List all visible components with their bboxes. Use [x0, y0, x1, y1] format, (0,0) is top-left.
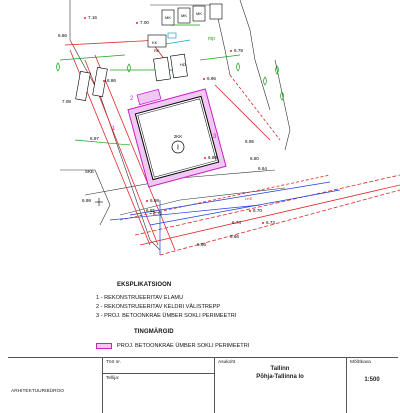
elevation-14: 6.64 — [258, 166, 267, 171]
elevation-2: 7.00 — [140, 20, 149, 25]
elevation-8: 6.97 — [90, 136, 99, 141]
symbols-title: TINGMÄRGID — [134, 329, 174, 335]
legend-item-2: 2 - REKONSTRUEERITAV KELDRI VÄLISTREPP — [96, 304, 221, 310]
callout-1: 1 — [112, 126, 116, 132]
elevation-10: 6.95 — [245, 139, 254, 144]
scale-value: 1:500 — [364, 377, 380, 383]
elevation-13: 6.80 — [250, 156, 259, 161]
elevation-9: 6.90 — [208, 155, 217, 160]
client-label: Tellija: — [106, 376, 120, 381]
work-info-column — [102, 358, 103, 413]
work-no-label: Töö nr. — [106, 360, 121, 365]
building-number: I — [177, 144, 179, 152]
elevation-11: 6.99 — [82, 198, 91, 203]
kk-label: KK — [152, 40, 158, 45]
scale-label: Mõõtkava — [350, 360, 371, 365]
elevation-16: 6.65 — [146, 208, 155, 213]
elevation-4: 6.79 — [234, 48, 243, 53]
district-name: Põhja-Tallinna lo — [256, 374, 304, 380]
elevation-6: 6.96 — [207, 76, 216, 81]
elevation-20: 6.73 — [266, 220, 275, 225]
elevation-15: 6.74 — [153, 211, 162, 216]
mk-label-2: MK — [181, 13, 187, 18]
rk-label: RK — [154, 48, 160, 53]
scale-column — [346, 358, 347, 413]
elevation-3: 6.86 — [58, 33, 67, 38]
title-block — [8, 357, 398, 413]
hd-label: HD — [180, 62, 186, 67]
city-name: Tallinn — [270, 366, 290, 372]
mk-label-3: MK — [196, 11, 202, 16]
elevation-21: 6.66 — [230, 234, 239, 239]
building-label: 2KK — [173, 134, 183, 139]
elevation-17: 6.66 — [197, 242, 206, 247]
work-divider — [102, 373, 214, 374]
concrete-swatch — [96, 343, 112, 349]
small-structures — [76, 4, 222, 101]
location-label: Asukoht — [218, 360, 236, 365]
crosshair-marker — [95, 198, 103, 206]
elevation-18: 6.70 — [253, 208, 262, 213]
elevation-5: 6.86 — [107, 78, 116, 83]
lke-label: LKE — [245, 196, 253, 201]
callout-3: 3 — [213, 134, 217, 140]
symbol-label: PROJ. BETOONKRAE ÜMBER SOKLI PERIMEETRI — [117, 343, 250, 349]
mp-label: mp — [208, 36, 215, 42]
elevation-7: 7.08 — [62, 99, 71, 104]
tree-symbols — [57, 63, 284, 100]
elevation-1: 7.16 — [88, 15, 97, 20]
elevation-19: 6.74 — [232, 220, 241, 225]
legend-title: EKSPLIKATSIOON — [117, 282, 172, 288]
ske-label: SKE — [85, 169, 95, 174]
architect-label: ARHITEKTUURIBÜROO — [11, 389, 65, 394]
callout-2: 2 — [130, 96, 134, 102]
legend-item-3: 3 - PROJ. BETOONKRAE ÜMBER SOKLI PERIMEETRI — [96, 313, 237, 319]
elevation-12: 6.98 — [150, 198, 159, 203]
legend-item-1: 1 - REKONSTRUEERITAV ELAMU — [96, 295, 184, 301]
mk-label-1: MK — [165, 15, 171, 20]
